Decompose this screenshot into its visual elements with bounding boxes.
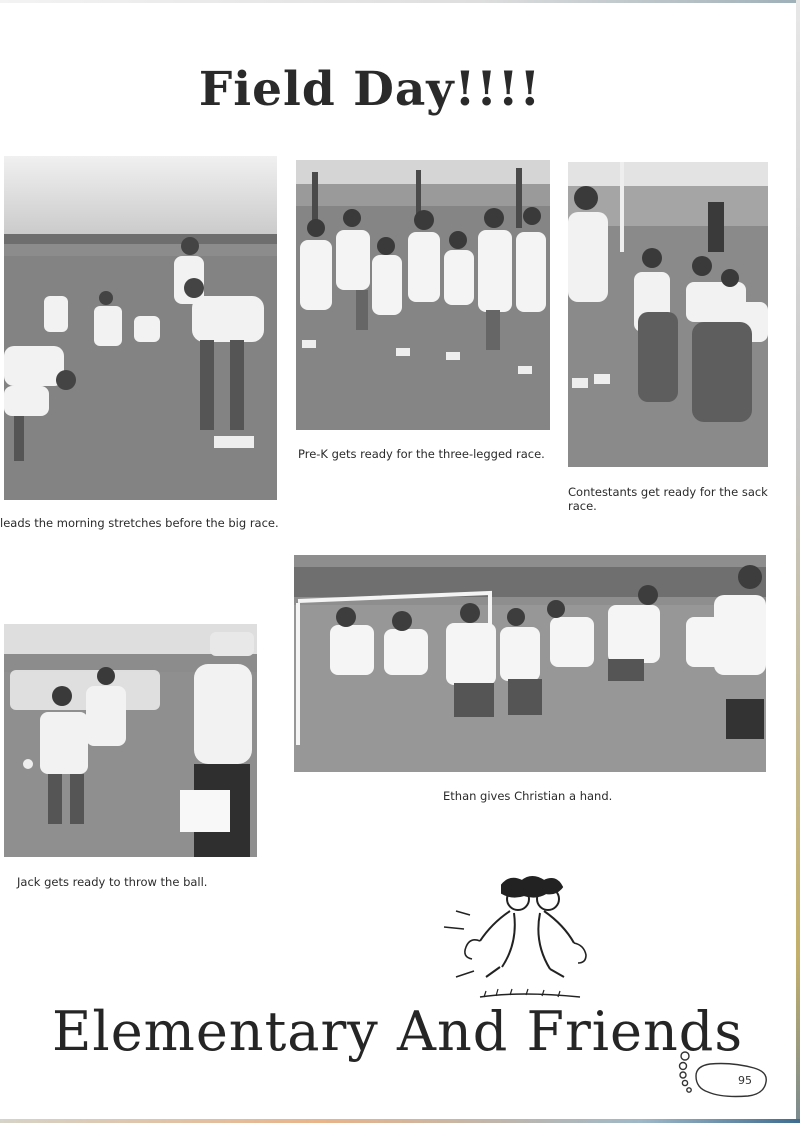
caption-morning-stretches: leads the morning stretches before the big race. [0, 516, 279, 530]
footprint-icon [676, 1050, 768, 1102]
photo-jack-throw [4, 624, 257, 857]
page-number: 95 [738, 1074, 752, 1087]
photo-sack-race [568, 162, 768, 467]
footer-title: Elementary And Friends [52, 1000, 744, 1063]
page-title: Field Day!!!! [198, 62, 542, 117]
running-kids-drawing-icon [440, 875, 600, 1005]
page-edge-top [0, 0, 800, 3]
photo-ethan-christian [294, 555, 766, 772]
caption-three-legged-race: Pre-K gets ready for the three-legged race. [298, 447, 545, 461]
page-number-badge [676, 1050, 768, 1102]
caption-sack-race: Contestants get ready for the sack race. [568, 485, 768, 513]
photo-three-legged-race [296, 160, 550, 430]
caption-ethan-christian: Ethan gives Christian a hand. [443, 789, 613, 803]
page-edge-bottom [0, 1119, 800, 1123]
caption-jack-throw: Jack gets ready to throw the ball. [17, 875, 208, 889]
page-edge-right [796, 0, 800, 1123]
photo-morning-stretches [4, 156, 277, 500]
